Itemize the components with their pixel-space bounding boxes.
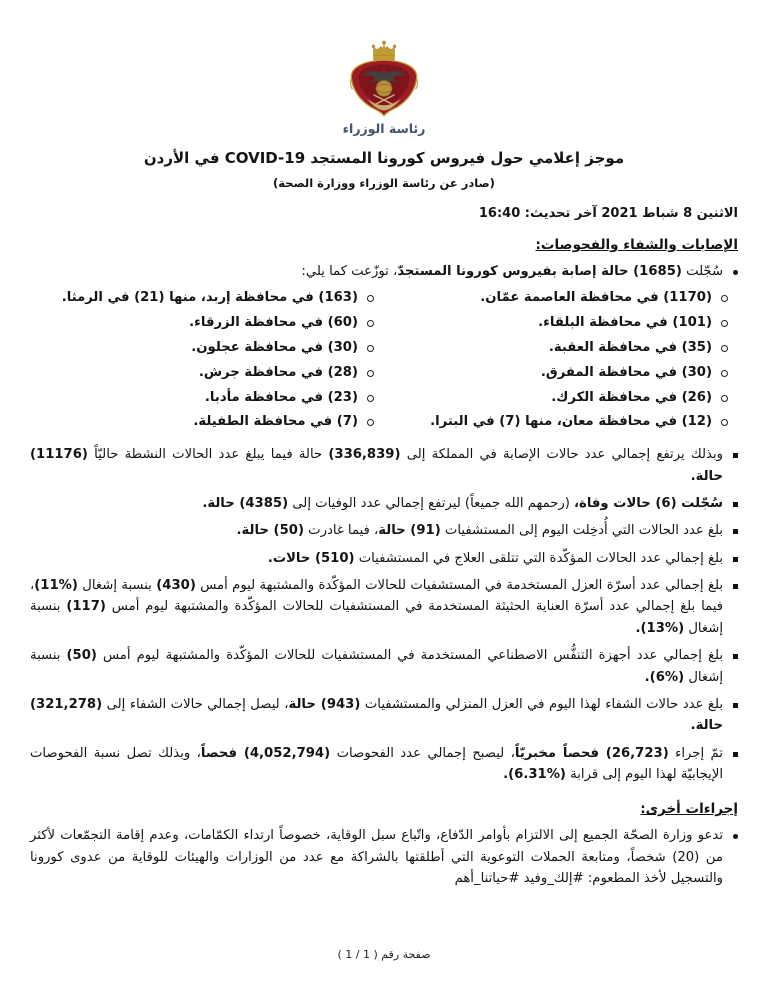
stat-bullet-text: سُجّلت (6) حالات وفاة، (رحمهم الله جميعاً) ليرتفع إجمالي عدد الوفيات إلى (4385) حالة. — [202, 495, 723, 511]
stat-bullet-text: بلغ عدد الحالات التي أُدخِلت اليوم إلى المستشفيات (91) حالة، فيما غادرت (50) حالة. — [236, 523, 723, 539]
stat-bullet-hospital-admissions — [30, 520, 738, 541]
bullet-circle-icon — [721, 370, 728, 377]
bullet-square-icon — [733, 584, 738, 589]
gov-item-text: (28) في محافظة جرش. — [198, 364, 358, 380]
stat-bullet-ventilators — [30, 645, 738, 688]
cases-stats-list — [30, 444, 738, 785]
cases-intro-list — [30, 261, 738, 282]
bullet-circle-icon — [721, 395, 728, 402]
bullet-square-icon — [733, 703, 738, 708]
stat-bullet-hospital-treatment — [30, 548, 738, 569]
gov-item-amman — [384, 288, 728, 308]
gov-item-maan — [384, 412, 728, 432]
date-line: الاثنين 8 شباط 2021 آخر تحديث: 16:40 — [478, 206, 738, 221]
bullet-circle-icon — [367, 320, 374, 327]
gov-item-text: (30) في محافظة عجلون. — [191, 339, 358, 355]
gov-item-zarqa — [30, 313, 374, 333]
other-measures-list — [30, 825, 738, 889]
bullet-circle-icon — [367, 295, 374, 302]
bullet-circle-icon — [721, 295, 728, 302]
bullet-square-icon — [733, 654, 738, 659]
bullet-circle-icon — [721, 320, 728, 327]
stat-bullet-text: بلغ إجمالي عدد أجهزة التنفُّس الاصطناعي المستخدمة في المستشفيات للحالات المؤكّدة والمشتبهة ليوم أمس (50) بنسبة إشغال (%6). — [30, 648, 723, 685]
section-heading-other-measures: إجراءات أخرى: — [640, 801, 738, 818]
gov-item-text: (60) في محافظة الزرقاء. — [189, 315, 358, 331]
stat-bullet-text: بلغ عدد حالات الشفاء لهذا اليوم في العزل المنزلي والمستشفيات (943) حالة، ليصل إجمالي حالات الشفاء إلى (321,278) حالة. — [30, 696, 723, 734]
stat-bullet-deaths — [30, 493, 738, 514]
gov-item-mafraq — [384, 363, 728, 383]
gov-item-text: (35) في محافظة العقبة. — [548, 339, 712, 355]
stat-bullet-text: تمّ إجراء (26,723) فحصاً مخبريّاً، ليصبح إجمالي عدد الفحوصات (4,052,794) فحصاً، وبذلك تصل نسبة الفحوصات الإيجابيّة لهذا اليوم إلى قرابة (%6.31). — [30, 745, 723, 783]
bullet-circle-icon — [721, 345, 728, 352]
bullet-circle-icon — [367, 395, 374, 402]
stat-bullet-text: بلغ إجمالي عدد الحالات المؤكّدة التي تتلقى العلاج في المستشفيات (510) حالات. — [267, 550, 723, 566]
gov-item-karak — [384, 388, 728, 408]
gov-item-text: (23) في محافظة مأدبا. — [204, 389, 358, 405]
bullet-square-icon — [733, 557, 738, 562]
stat-bullet-tests — [30, 743, 738, 786]
bullet-square-icon — [733, 752, 738, 757]
bullet-square-icon — [733, 453, 738, 458]
gov-item-text: (1170) في محافظة العاصمة عمّان. — [480, 290, 712, 306]
intro-bullet — [30, 261, 738, 282]
gov-item-text: (12) في محافظة معان، منها (7) في البترا. — [430, 414, 712, 430]
bullet-circle-icon — [367, 370, 374, 377]
stat-bullet-text: وبذلك يرتفع إجمالي عدد حالات الإصابة في المملكة إلى (336,839) حالة فيما يبلغ عدد الحالات النشطة حاليّاً (11176) حالة. — [30, 447, 723, 484]
bullet-circle-icon — [367, 345, 374, 352]
gov-item-madaba — [30, 388, 374, 408]
section-heading-cases: الإصابات والشفاء والفحوصات: — [535, 237, 738, 253]
bullet-dot-icon — [733, 270, 738, 275]
gov-item-text: (101) في محافظة البلقاء. — [538, 315, 712, 331]
stat-bullet-total-cases — [30, 444, 738, 487]
jordan-coat-of-arms-icon — [334, 40, 434, 120]
document-title: موجز إعلامي حول فيروس كورونا المستجد COVID-19 في الأردن — [143, 149, 625, 167]
bullet-circle-icon — [721, 419, 728, 426]
bullet-circle-icon — [367, 419, 374, 426]
gov-item-aqaba — [384, 338, 728, 358]
gov-item-text: (163) في محافظة إربد، منها (21) في الرمثا. — [61, 290, 358, 306]
bullet-dot-icon — [733, 834, 738, 839]
stat-bullet-recoveries — [30, 694, 738, 737]
gov-item-balqa — [384, 313, 728, 333]
bullet-square-icon — [733, 529, 738, 534]
gov-item-tafileh — [30, 412, 374, 432]
page-number: صفحة رقم ( 1 / 1 ) — [337, 948, 431, 961]
other-measures-bullet — [30, 825, 738, 889]
other-measures-text: تدعو وزارة الصحّة الجميع إلى الالتزام بأوامر الدّفاع، واتّباع سبل الوقاية، خصوصاً ارتداء الكمّامات، وعدم إقامة التجمّعات لأكثر من (20) شخصاً، ومتابعة الحملات التوعوية التي أطلقتها بالشراكة مع عدد من الوزارات والهيئات للوقاية من عدوى كورونا والتسجيل لأخذ المطعوم: #إلك_وفيد #حياتنا_أهم — [30, 828, 723, 887]
gov-item-jerash — [30, 363, 374, 383]
bullet-square-icon — [733, 502, 738, 507]
logo-calligraphy: رئاسة الوزراء — [342, 121, 426, 136]
document-subtitle: (صادر عن رئاسة الوزراء ووزارة الصحة) — [273, 176, 495, 190]
gov-item-text: (7) في محافظة الطفيلة. — [193, 414, 358, 430]
gov-item-ajloun — [30, 338, 374, 358]
intro-bullet-text: سُجّلت (1685) حالة إصابة بفيروس كورونا المستجدّ، توزّعت كما يلي: — [301, 264, 723, 279]
stat-bullet-isolation-icu-beds — [30, 575, 738, 639]
gov-item-irbid — [30, 288, 374, 308]
stat-bullet-text: بلغ إجمالي عدد أسرّة العزل المستخدمة في المستشفيات للحالات المؤكّدة والمشتبهة ليوم أمس (430) بنسبة إشغال (%11)، فيما بلغ إجمالي عدد أسرّة العناية الحثيثة المستخدمة في المستشفيات للحالات المؤكّدة والمشتبهة ليوم أمس (117) بنسبة إشغال (%13). — [30, 578, 724, 636]
governorate-list — [30, 288, 728, 432]
document-header — [30, 40, 738, 190]
gov-item-text: (30) في محافظة المفرق. — [540, 364, 712, 380]
gov-item-text: (26) في محافظة الكرك. — [551, 389, 712, 405]
